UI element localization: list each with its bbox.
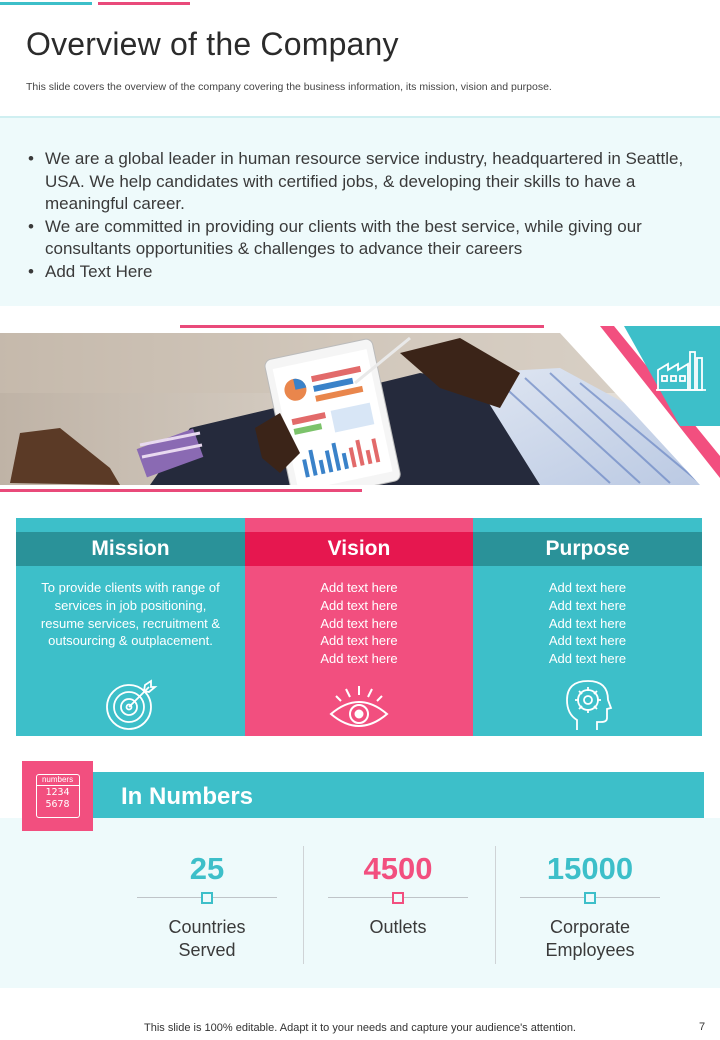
- head-gear-icon: [563, 678, 613, 732]
- numbers-icon-frame: [36, 774, 80, 818]
- numbers-icon: [22, 761, 93, 831]
- overview-bullet: • We are a global leader in human resource service industry, headquartered in Seattle, USA. We help candidates with certified jobs, & developing their skills to have a meaningful career.: [26, 148, 686, 216]
- stat-outlets: [328, 850, 468, 939]
- page-number: 7: [699, 1021, 706, 1033]
- mission-text: [26, 579, 235, 650]
- vision-text-line: Add text here: [320, 651, 398, 667]
- stat-label-line: Served: [178, 940, 236, 960]
- numbers-icon-digits: 5678: [45, 799, 70, 810]
- mission-text-line: outsourcing & outplacement.: [48, 633, 213, 649]
- top-accent-teal: [0, 2, 92, 5]
- stat-value: 25: [189, 851, 225, 886]
- mission-title: Mission: [16, 532, 245, 566]
- target-icon: [104, 678, 158, 732]
- stat-value: 15000: [546, 851, 634, 886]
- photo-accent-line-bottom: [0, 489, 362, 492]
- eye-icon: [328, 684, 390, 732]
- stat-marker: [520, 890, 660, 906]
- stat-divider: [495, 846, 496, 964]
- stat-divider: [303, 846, 304, 964]
- page-subtitle: This slide covers the overview of the company covering the business information, its mission, vision and purpose.: [26, 81, 552, 93]
- stat-label-line: Corporate: [549, 917, 631, 937]
- top-accent-pink: [98, 2, 190, 5]
- numbers-icon-word: numbers: [37, 775, 79, 786]
- purpose-text-line: Add text here: [548, 615, 627, 631]
- mission-card: [16, 518, 245, 736]
- footer-note: This slide is 100% editable. Adapt it to your needs and capture your audience's attention.: [144, 1022, 576, 1034]
- vision-text-line: Add text here: [320, 633, 398, 649]
- purpose-text-line: Add text here: [548, 597, 627, 613]
- vision-text: [255, 579, 463, 668]
- mission-text-line: resume services, recruitment &: [40, 615, 221, 631]
- stat-value: 4500: [363, 851, 433, 886]
- photo-accent-line-top: [180, 325, 544, 328]
- vision-text-line: Add text here: [320, 597, 398, 613]
- stat-marker: [328, 890, 468, 906]
- overview-bullet: • Add Text Here: [26, 261, 686, 284]
- overview-bullet: • We are committed in providing our clients with the best service, while giving our consultants opportunities & challenges to advance their careers: [26, 216, 686, 261]
- purpose-card: [473, 518, 702, 736]
- vision-text-line: Add text here: [320, 580, 398, 595]
- mission-text-line: services in job positioning,: [54, 597, 207, 613]
- stat-label: [328, 916, 468, 939]
- numbers-title: In Numbers: [121, 783, 254, 810]
- vision-title: Vision: [245, 532, 473, 566]
- purpose-text-line: Add text here: [548, 580, 627, 595]
- stat-label: [137, 916, 277, 962]
- stat-marker: [137, 890, 277, 906]
- stat-label-line: Outlets: [369, 917, 427, 937]
- stat-label: [520, 916, 660, 962]
- vision-text-line: Add text here: [320, 615, 398, 631]
- purpose-title: Purpose: [473, 532, 702, 566]
- stat-countries: [137, 850, 277, 962]
- vision-card: [245, 518, 473, 736]
- overview-bullet-list: [26, 148, 686, 283]
- purpose-text-line: Add text here: [548, 633, 627, 649]
- purpose-text-line: Add text here: [548, 651, 627, 667]
- mission-text-line: To provide clients with range of: [41, 580, 220, 595]
- purpose-text: [483, 579, 692, 668]
- page-title: Overview of the Company: [26, 26, 399, 62]
- numbers-icon-digits: 1234: [45, 787, 70, 798]
- stat-label-line: Countries: [168, 917, 246, 937]
- factory-icon: [656, 348, 706, 392]
- stat-employees: [520, 850, 660, 962]
- stat-label-line: Employees: [545, 940, 635, 960]
